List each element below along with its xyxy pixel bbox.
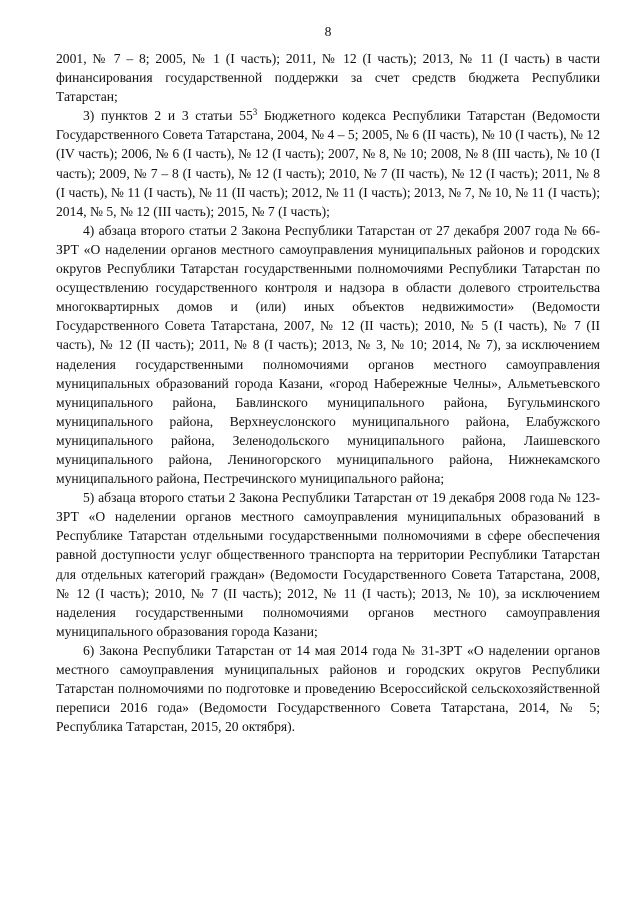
paragraph-item-5: 5) абзаца второго статьи 2 Закона Республики Татарстан от 19 декабря 2008 года № 123-ЗРТ «О наделении органов местного самоуправления муниципальных образований в Республике Татарстан отдельными государственными полномочиями в сфере обеспечения равной доступности услуг общественного транспорта на территории Республики Татарстан для отдельных категорий граждан» (Ведомости Государственного Совета Татарстана, 2008, № 12 (I часть); 2010, № 7 (II часть); 2012, № 11 (I часть); 2013, № 10), за исключением наделения государственными полномочиями органов местного самоуправления муниципального образования города Казани;: [56, 490, 600, 639]
paragraph-item-3-text-start: 3) пунктов 2 и 3 статьи 55: [83, 108, 253, 124]
document-page: [56, 0, 600, 905]
paragraph-item-6: 6) Закона Республики Татарстан от 14 мая 2014 года № 31-ЗРТ «О наделении органов местного самоуправления муниципальных районов и городских округов Республики Татарстан полномочиями по подготовке и проведению Всероссийской сельскохозяйственной переписи 2016 года» (Ведомости Государственного Совета Татарстана, 2014, № 5; Республика Татарстан, 2015, 20 октября).: [56, 642, 600, 735]
article-superscript: 3: [252, 107, 258, 118]
paragraph-item-3: [56, 106, 600, 221]
paragraph-continuation: 2001, № 7 – 8; 2005, № 1 (I часть); 2011, № 12 (I часть); 2013, № 11 (I часть) в части финансирования государственной поддержки за счет средств бюджета Республики Татарстан;: [56, 51, 600, 105]
page-number: 8: [324, 24, 332, 39]
paragraph-item-4: 4) абзаца второго статьи 2 Закона Республики Татарстан от 27 декабря 2007 года № 66-ЗРТ «О наделении органов местного самоуправления муниципальных районов и городских округов Республики Татарстан государственными полномочиями Республики Татарстан по осуществлению государственного контроля и надзора в области долевого строительства многоквартирных домов и (или) иных объектов недвижимости» (Ведомости Государственного Совета Татарстана, 2007, № 12 (II часть); 2010, № 5 (I часть), № 7 (II часть), № 12 (II часть); 2011, № 8 (I часть); 2013, № 3, № 10; 2014, № 7), за исключением наделения государственными полномочиями органов местного самоуправления муниципальных образований города Казани, «город Набережные Челны», Альметьевского муниципального района, Бавлинского муниципального района, Бугульминского муниципального района, Верхнеуслонского муниципального района, Елабужского муниципального района, Зеленодольского муниципального района, Лаишевского муниципального района, Лениногорского муниципального района, Нижнекамского муниципального района, Пестречинского муниципального района;: [56, 222, 600, 487]
document-body: [56, 49, 600, 736]
paragraph-item-3-text-end: Бюджетного кодекса Республики Татарстан (Ведомости Государственного Совета Татарстана, 2004, № 4 – 5; 2005, № 6 (II часть), № 10 (I часть), № 12 (IV часть); 2006, № 6 (I часть), № 12 (I часть); 2007, № 8, № 10; 2008, № 8 (III часть), № 10 (I часть); 2009, № 7 – 8 (I часть), № 12 (I часть); 2010, № 7 (II часть), № 12 (I часть); 2011, № 8 (I часть), № 11 (I часть), № 11 (II часть); 2012, № 11 (I часть); 2013, № 7, № 10, № 11 (I часть); 2014, № 5, № 12 (III часть); 2015, № 7 (I часть);: [56, 108, 600, 219]
